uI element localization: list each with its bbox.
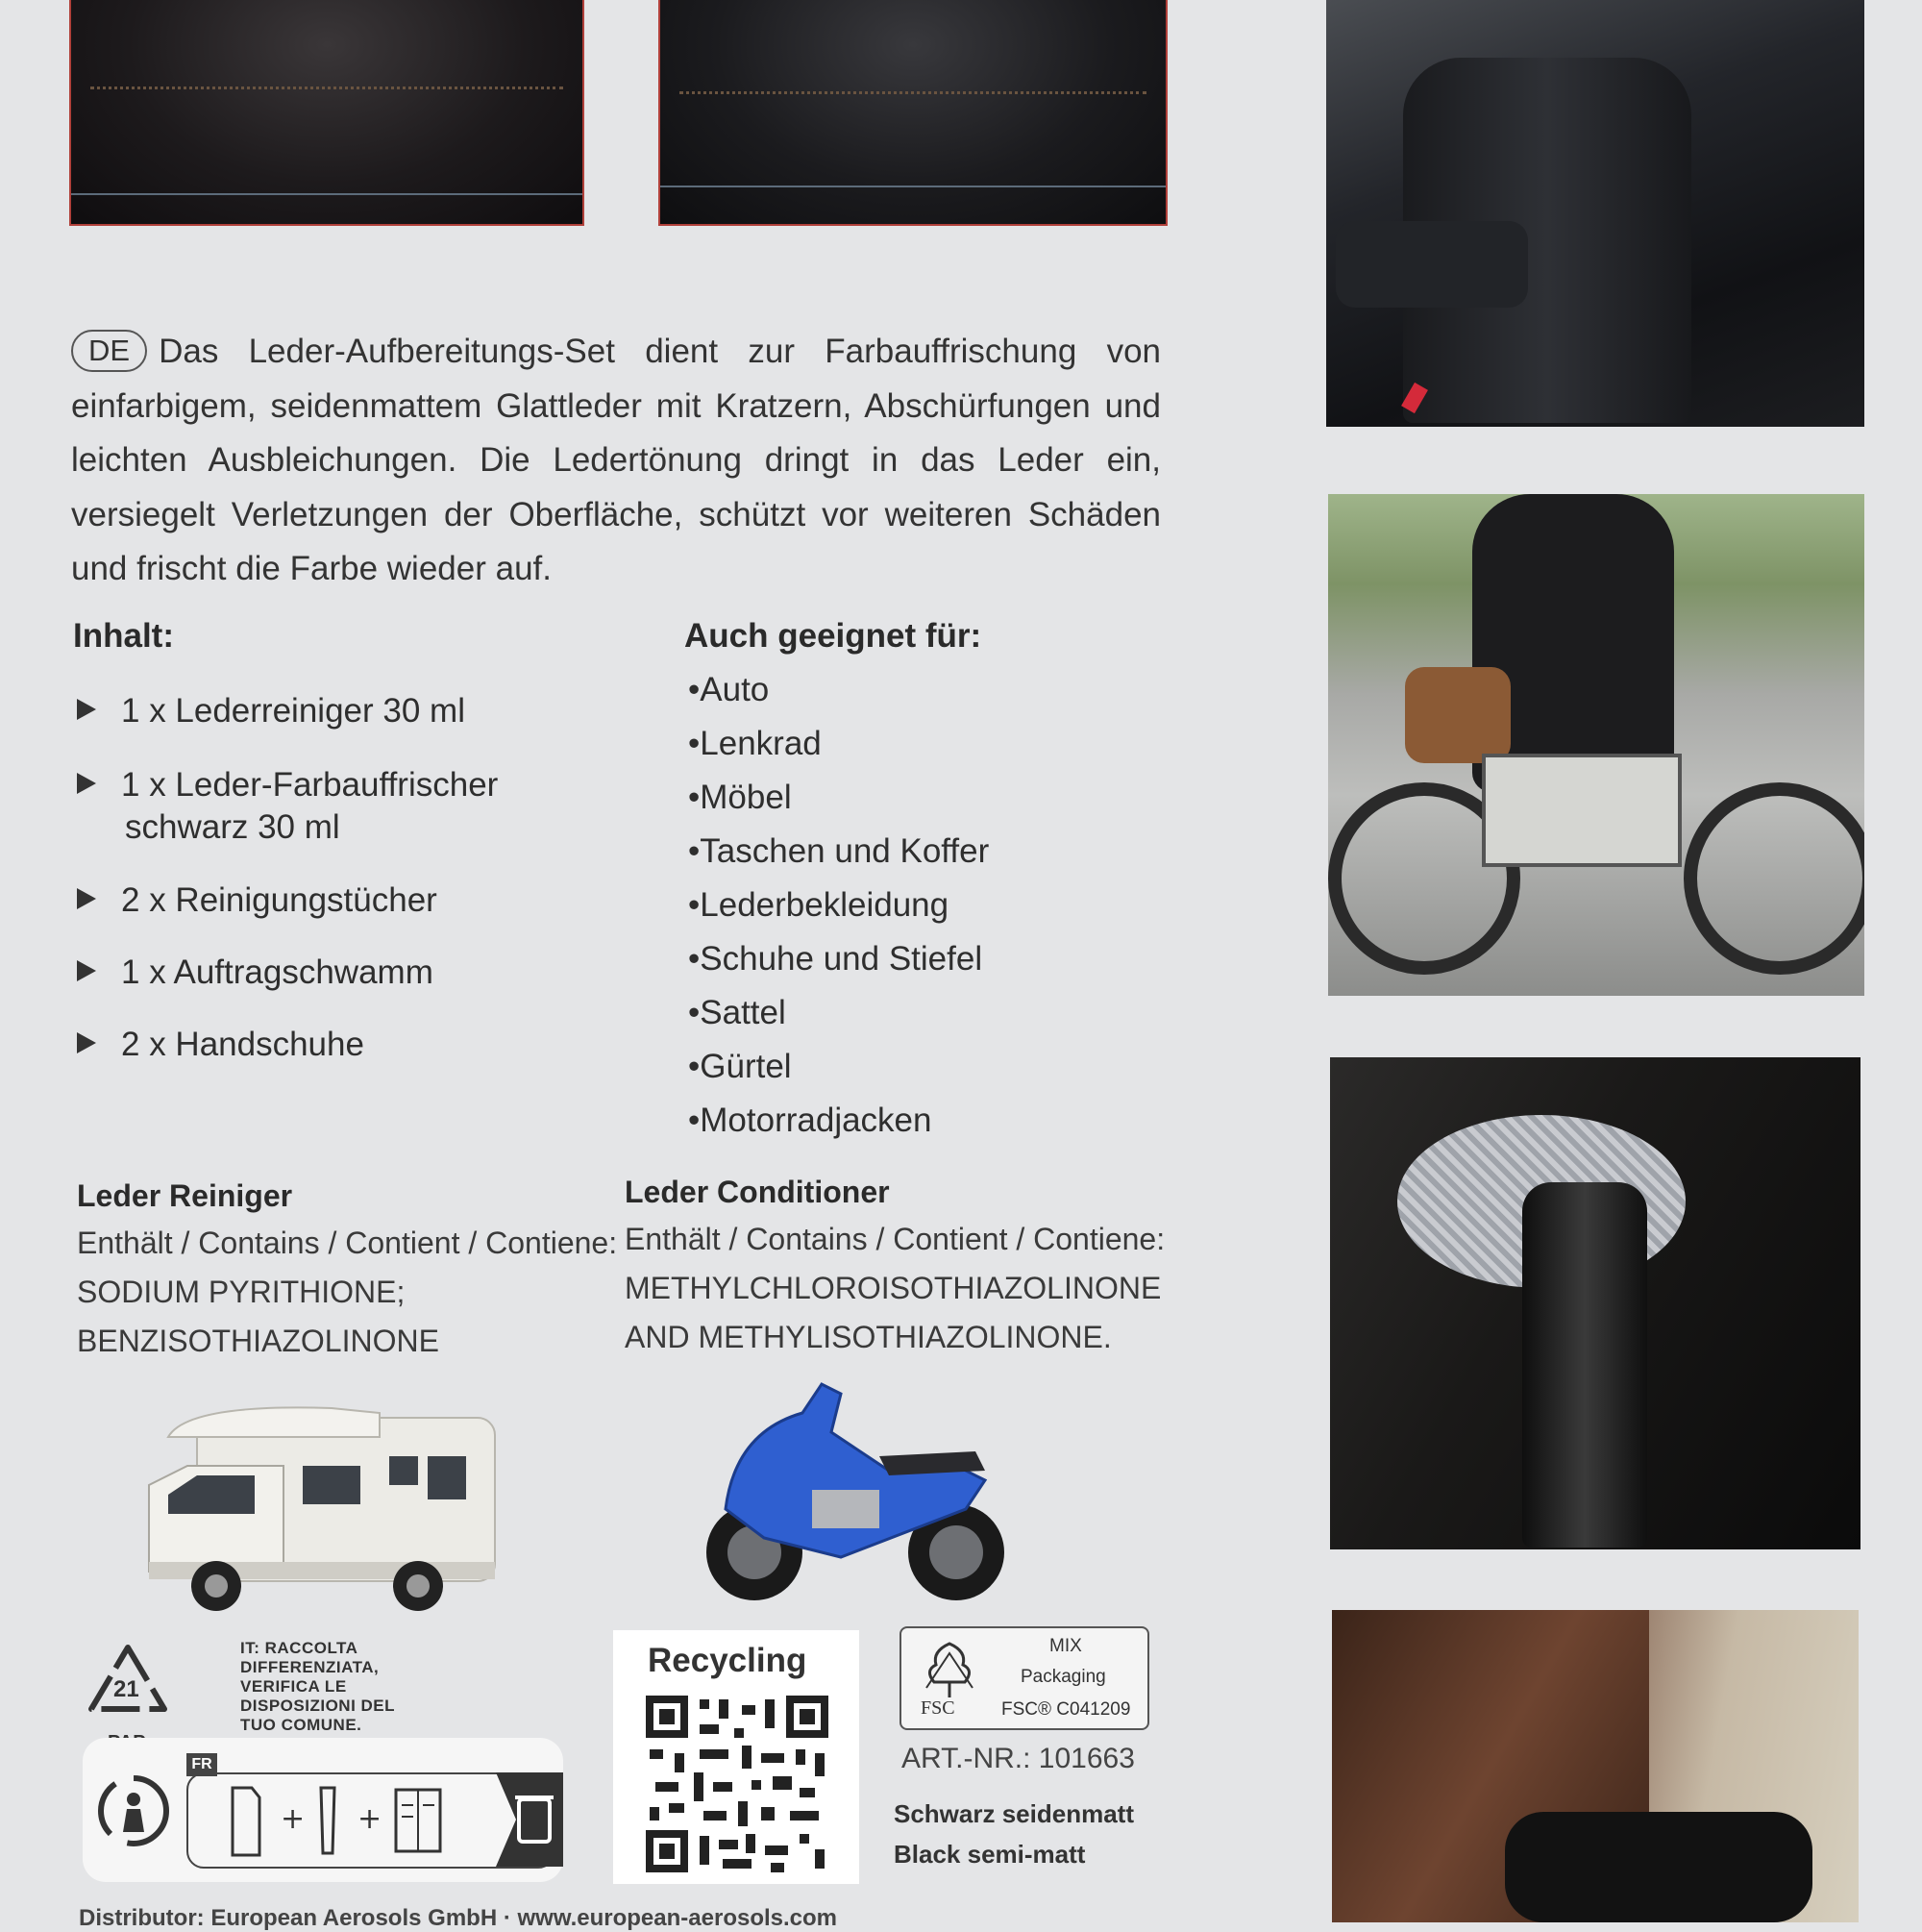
fsc-packaging: Packaging <box>1021 1667 1106 1687</box>
suitable-item: •Motorradjacken <box>688 1102 932 1139</box>
svg-text:+: + <box>357 1802 382 1836</box>
description-text: Das Leder-Aufbereitungs-Set dient zur Farbauffrischung von einfarbigem, seidenmattem Glattleder mit Kratzern, Abschürfungen und leichten Ausbleichungen. Die Ledertönung dringt in das Leder ein, versiegelt Verletzungen der Oberfläche, schützt vor weiteren Schäden und frischt die Farbe wieder auf. <box>71 333 1161 587</box>
language-badge: DE <box>71 330 147 372</box>
suitable-item: •Auto <box>688 671 770 708</box>
suitable-item: •Lederbekleidung <box>688 886 949 924</box>
contents-item: 1 x Leder-Farbauffrischer <box>77 766 498 805</box>
fsc-code: FSC® C041209 <box>1001 1699 1131 1720</box>
ingredients-conditioner <box>625 1175 1165 1355</box>
riding-boot <box>1522 1182 1647 1548</box>
seam-highlight <box>71 193 582 195</box>
contents-item-continuation: schwarz 30 ml <box>125 808 340 846</box>
suitable-item: •Gürtel <box>688 1048 792 1085</box>
triangle-bullet-icon <box>77 960 96 981</box>
camper-van-illustration <box>139 1399 505 1620</box>
fsc-tree-icon <box>911 1640 988 1699</box>
triangle-bullet-icon <box>77 699 96 720</box>
fsc-mix: MIX <box>1049 1636 1082 1656</box>
stitching-line <box>679 91 1146 96</box>
leather-gloves <box>1505 1812 1812 1922</box>
bike-frame <box>1482 754 1682 867</box>
qr-code <box>646 1696 828 1872</box>
ingredients-line: SODIUM PYRITHIONE; <box>77 1275 406 1309</box>
leather-before-photo <box>69 0 584 226</box>
suitable-item: •Lenkrad <box>688 725 822 762</box>
ingredients-contains: Enthält / Contains / Contient / Contiene: <box>625 1222 1166 1256</box>
product-description <box>71 325 1161 597</box>
fr-label: FR <box>186 1753 217 1776</box>
front-wheel <box>1684 782 1864 975</box>
suitable-item: •Möbel <box>688 779 792 816</box>
triman-icon <box>90 1772 177 1849</box>
contents-heading: Inhalt: <box>73 617 174 655</box>
article-number: ART.-NR.: 101663 <box>901 1743 1135 1774</box>
suitable-item: •Schuhe und Stiefel <box>688 940 983 978</box>
svg-text:+: + <box>281 1802 306 1836</box>
ingredients-line: BENZISOTHIAZOLINONE <box>77 1324 439 1358</box>
recycling-qr-panel <box>613 1630 859 1884</box>
ingredients-title: Leder Conditioner <box>625 1175 890 1209</box>
contents-item: 2 x Reinigungstücher <box>77 881 437 920</box>
leather-jacket-photo <box>1332 1610 1859 1922</box>
fsc-label <box>899 1626 1149 1730</box>
triangle-bullet-icon <box>77 773 96 794</box>
ingredients-title: Leder Reiniger <box>77 1178 293 1213</box>
recycle-code: 21 <box>113 1676 139 1702</box>
bin-icon <box>515 1792 554 1845</box>
riding-boots-photo <box>1330 1057 1860 1549</box>
fr-sorting-box <box>83 1738 563 1882</box>
sport-motorcycle-illustration <box>697 1375 1023 1605</box>
ingredients-line: AND METHYLISOTHIAZOLINONE. <box>625 1320 1112 1354</box>
suitable-item: •Taschen und Koffer <box>688 832 990 870</box>
leather-after-photo <box>658 0 1168 226</box>
recycling-label: Recycling <box>648 1642 807 1679</box>
suitable-heading: Auch geeignet für: <box>684 617 982 655</box>
color-name-en: Black semi-matt <box>894 1840 1086 1869</box>
distributor-line: Distributor: European Aerosols GmbH · www.european-aerosols.com <box>79 1905 838 1931</box>
contents-item: 1 x Lederreiniger 30 ml <box>77 692 465 731</box>
ingredients-cleaner <box>77 1178 617 1359</box>
contents-item: 2 x Handschuhe <box>77 1026 364 1064</box>
armrest <box>1336 221 1528 308</box>
car-seat-photo <box>1326 0 1864 427</box>
triangle-bullet-icon <box>77 888 96 909</box>
contents-item: 1 x Auftragschwamm <box>77 954 433 992</box>
color-name-de: Schwarz seidenmatt <box>894 1799 1134 1828</box>
stitching-line <box>90 87 563 91</box>
triangle-bullet-icon <box>77 1032 96 1053</box>
packaging-elements-icons <box>213 1778 502 1861</box>
italy-disposal-note: IT: RACCOLTA DIFFERENZIATA, VERIFICA LE DISPOSIZIONI DEL TUO COMUNE. <box>240 1639 396 1734</box>
ingredients-line: METHYLCHLOROISOTHIAZOLINONE <box>625 1271 1162 1305</box>
motorcycle-rider-photo <box>1328 494 1864 996</box>
brown-bag <box>1405 667 1511 763</box>
ingredients-contains: Enthält / Contains / Contient / Contiene: <box>77 1226 618 1260</box>
fsc-logo-text: FSC <box>921 1697 955 1719</box>
seam-highlight <box>660 186 1166 187</box>
suitable-item: •Sattel <box>688 994 786 1031</box>
